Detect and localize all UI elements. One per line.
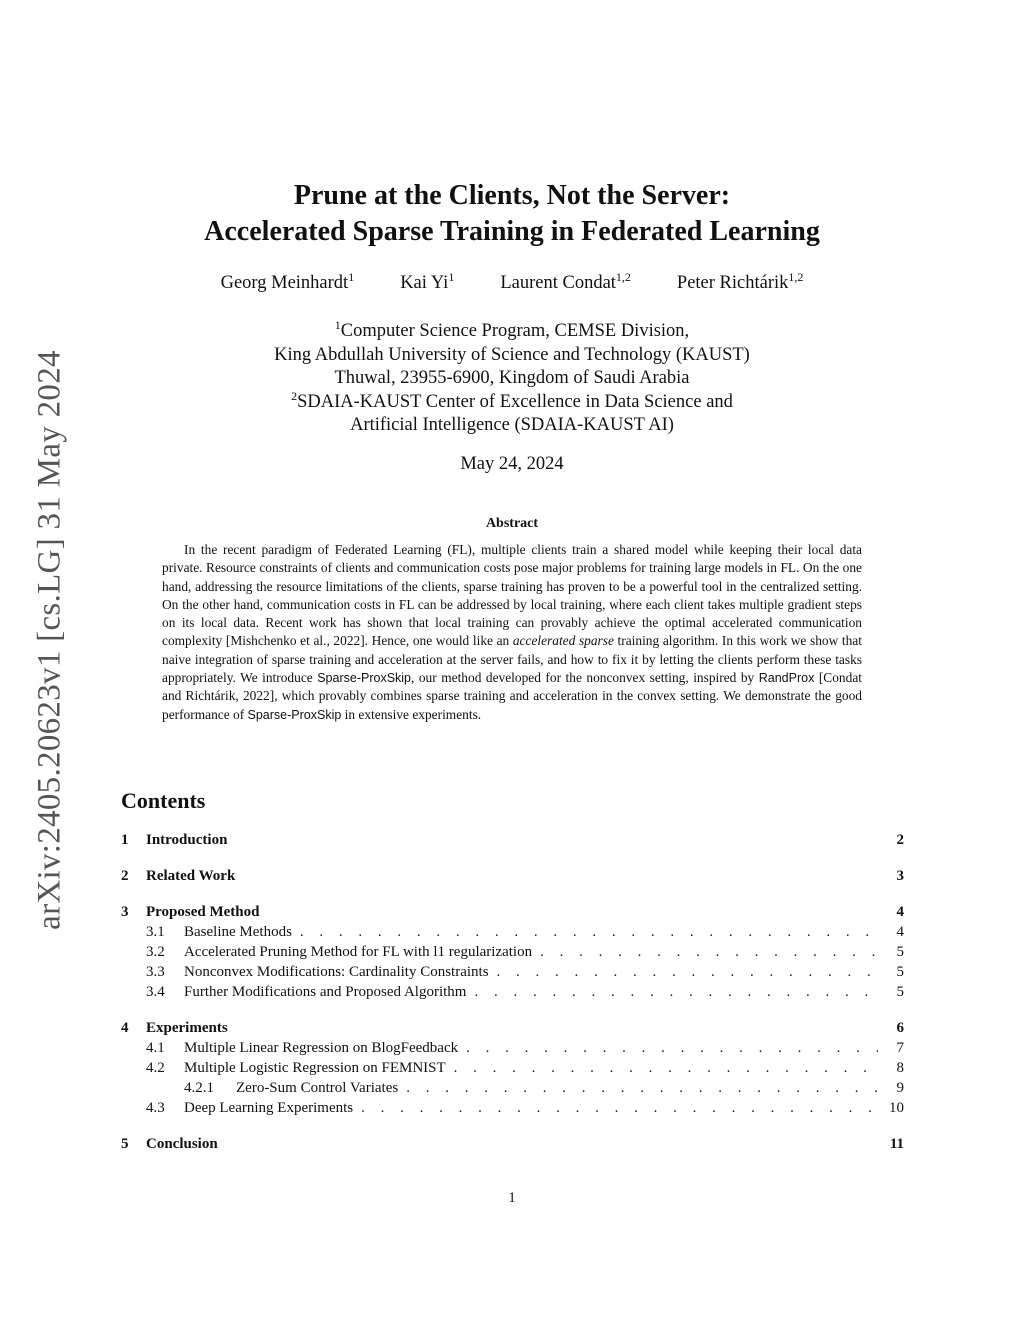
- toc-leader-dots: [474, 984, 878, 1001]
- toc-entry-page: 11: [889, 1136, 904, 1152]
- toc-entry[interactable]: [121, 1060, 904, 1080]
- toc-entry-title: Introduction: [146, 832, 228, 848]
- toc-entry-page: 10: [889, 1100, 904, 1116]
- toc-entry-number: 4.3: [146, 1100, 165, 1116]
- affiliation-line: Artificial Intelligence (SDAIA-KAUST AI): [350, 415, 674, 435]
- toc-entry[interactable]: [121, 1040, 904, 1060]
- toc-entry[interactable]: [121, 904, 904, 924]
- toc-entry-title: Experiments: [146, 1020, 228, 1036]
- toc-entry-title: Zero-Sum Control Variates: [236, 1080, 399, 1096]
- toc-entry-number: 3: [121, 904, 129, 920]
- toc-entry-title: Baseline Methods: [184, 924, 292, 940]
- toc-entry-title: Related Work: [146, 868, 236, 884]
- toc-entry-number: 3.2: [146, 944, 165, 960]
- method-name: RandProx: [758, 671, 815, 686]
- contents-heading: Contents: [121, 788, 206, 813]
- toc-entry-page: 5: [896, 984, 904, 1000]
- toc-entry-title: Conclusion: [146, 1136, 218, 1152]
- toc-entry-title: Nonconvex Modifications: Cardinality Constraints: [184, 964, 489, 980]
- toc-entry[interactable]: [121, 832, 904, 852]
- toc-leader-dots: [497, 964, 878, 981]
- author: Kai Yi$^1$: [400, 269, 455, 293]
- toc-entry[interactable]: [121, 1020, 904, 1040]
- method-name: Sparse-ProxSkip: [247, 707, 342, 722]
- toc-entry-number: 3.1: [146, 924, 165, 940]
- author: Laurent Condat$^{1,2}$: [500, 269, 631, 293]
- toc-entry-page: 6: [896, 1020, 904, 1036]
- toc-leader-dots: [361, 1100, 878, 1117]
- toc-entry-number: 5: [121, 1136, 129, 1152]
- toc-entry-page: 4: [896, 904, 904, 920]
- author: Georg Meinhardt$^1$: [220, 269, 355, 293]
- toc-entry-number: 3.4: [146, 984, 165, 1000]
- toc-entry-page: 8: [896, 1060, 904, 1076]
- toc-entry-number: 2: [121, 868, 129, 884]
- title-line-1: Prune at the Clients, Not the Server:: [293, 180, 731, 211]
- table-of-contents: [121, 832, 904, 1156]
- toc-entry-number: 4.2: [146, 1060, 165, 1076]
- toc-entry-title: Proposed Method: [146, 904, 260, 920]
- abstract-body: In the recent paradigm of Federated Learning (FL), multiple clients train a shared model while keeping their local data private. Resource constraints of clients and communication costs pose major problems for training large models in FL. On the one hand, addressing the resource limitations of the clients, sparse training has proven to be a powerful tool in the centralized setting. On the other hand, communication costs in FL can be addressed by local training, where each client takes multiple gradient steps on its local data. Recent work has shown that local training can provably achieve the optimal accelerated communication complexity [Mishchenko et al., 2022]. Hence, one would like an accelerated sparse training algorithm. In this work we show that naive integration of sparse training and acceleration at the server fails, and how to fix it by letting the clients perform these tasks appropriately. We introduce Sparse-ProxSkip, our method developed for the nonconvex setting, inspired by RandProx [Condat and Richtárik, 2022], which provably combines sparse training and acceleration in the convex setting. We demonstrate the good performance of Sparse-ProxSkip in extensive experiments.: [162, 542, 862, 722]
- toc-entry-title: Further Modifications and Proposed Algorithm: [184, 984, 467, 1000]
- toc-entry-number: 4.1: [146, 1040, 165, 1056]
- toc-leader-dots: [300, 924, 878, 941]
- toc-entry-page: 9: [896, 1080, 904, 1096]
- toc-leader-dots: [406, 1080, 878, 1097]
- toc-entry-number: 4: [121, 1020, 129, 1036]
- method-name: Sparse-ProxSkip: [317, 671, 412, 686]
- affiliation-line: Thuwal, 23955-6900, Kingdom of Saudi Arabia: [334, 368, 690, 388]
- toc-entry-title: Accelerated Pruning Method for FL with l1 regularization: [184, 944, 533, 960]
- toc-leader-dots: [466, 1040, 878, 1057]
- author: Peter Richtárik$^{1,2}$: [676, 269, 804, 293]
- toc-entry[interactable]: [121, 924, 904, 944]
- toc-entry-number: 3.3: [146, 964, 165, 980]
- affiliation-line: $^1$Computer Science Program, CEMSE Division,: [334, 317, 690, 341]
- toc-leader-dots: [540, 944, 878, 961]
- abstract-heading: Abstract: [485, 516, 539, 531]
- toc-entry-number: 1: [121, 832, 129, 848]
- affiliation-line: $^2$SDAIA-KAUST Center of Excellence in Data Science and: [291, 388, 733, 412]
- title-line-2: Accelerated Sparse Training in Federated Learning: [204, 216, 820, 247]
- paper-title: [0, 178, 1024, 250]
- toc-entry-number: 4.2.1: [184, 1080, 214, 1096]
- affiliation-line: King Abdullah University of Science and Technology (KAUST): [274, 344, 750, 365]
- toc-entry-page: 2: [896, 832, 904, 848]
- page-number: 1: [508, 1190, 516, 1206]
- author-list: [0, 269, 1024, 294]
- toc-entry-title: Deep Learning Experiments: [184, 1100, 354, 1116]
- toc-entry[interactable]: [121, 964, 904, 984]
- toc-entry-page: 7: [896, 1040, 904, 1056]
- toc-entry[interactable]: [121, 1100, 904, 1120]
- toc-entry[interactable]: [121, 984, 904, 1004]
- toc-entry-page: 4: [896, 924, 904, 940]
- toc-entry-page: 5: [896, 964, 904, 980]
- toc-entry[interactable]: [121, 944, 904, 964]
- toc-leader-dots: [454, 1060, 878, 1077]
- emphasis: accelerated sparse: [512, 633, 614, 649]
- toc-entry[interactable]: [121, 868, 904, 888]
- toc-entry-title: Multiple Logistic Regression on FEMNIST: [184, 1060, 446, 1076]
- toc-entry[interactable]: [121, 1080, 904, 1100]
- arxiv-stamp-text: arXiv:2405.20623v1 [cs.LG] 31 May 2024: [31, 350, 68, 930]
- paper-date: May 24, 2024: [460, 454, 564, 474]
- affiliations: [0, 317, 1024, 438]
- toc-entry-page: 5: [896, 944, 904, 960]
- toc-entry-title: Multiple Linear Regression on BlogFeedback: [184, 1040, 459, 1056]
- toc-entry-page: 3: [896, 868, 904, 884]
- toc-entry[interactable]: [121, 1136, 904, 1156]
